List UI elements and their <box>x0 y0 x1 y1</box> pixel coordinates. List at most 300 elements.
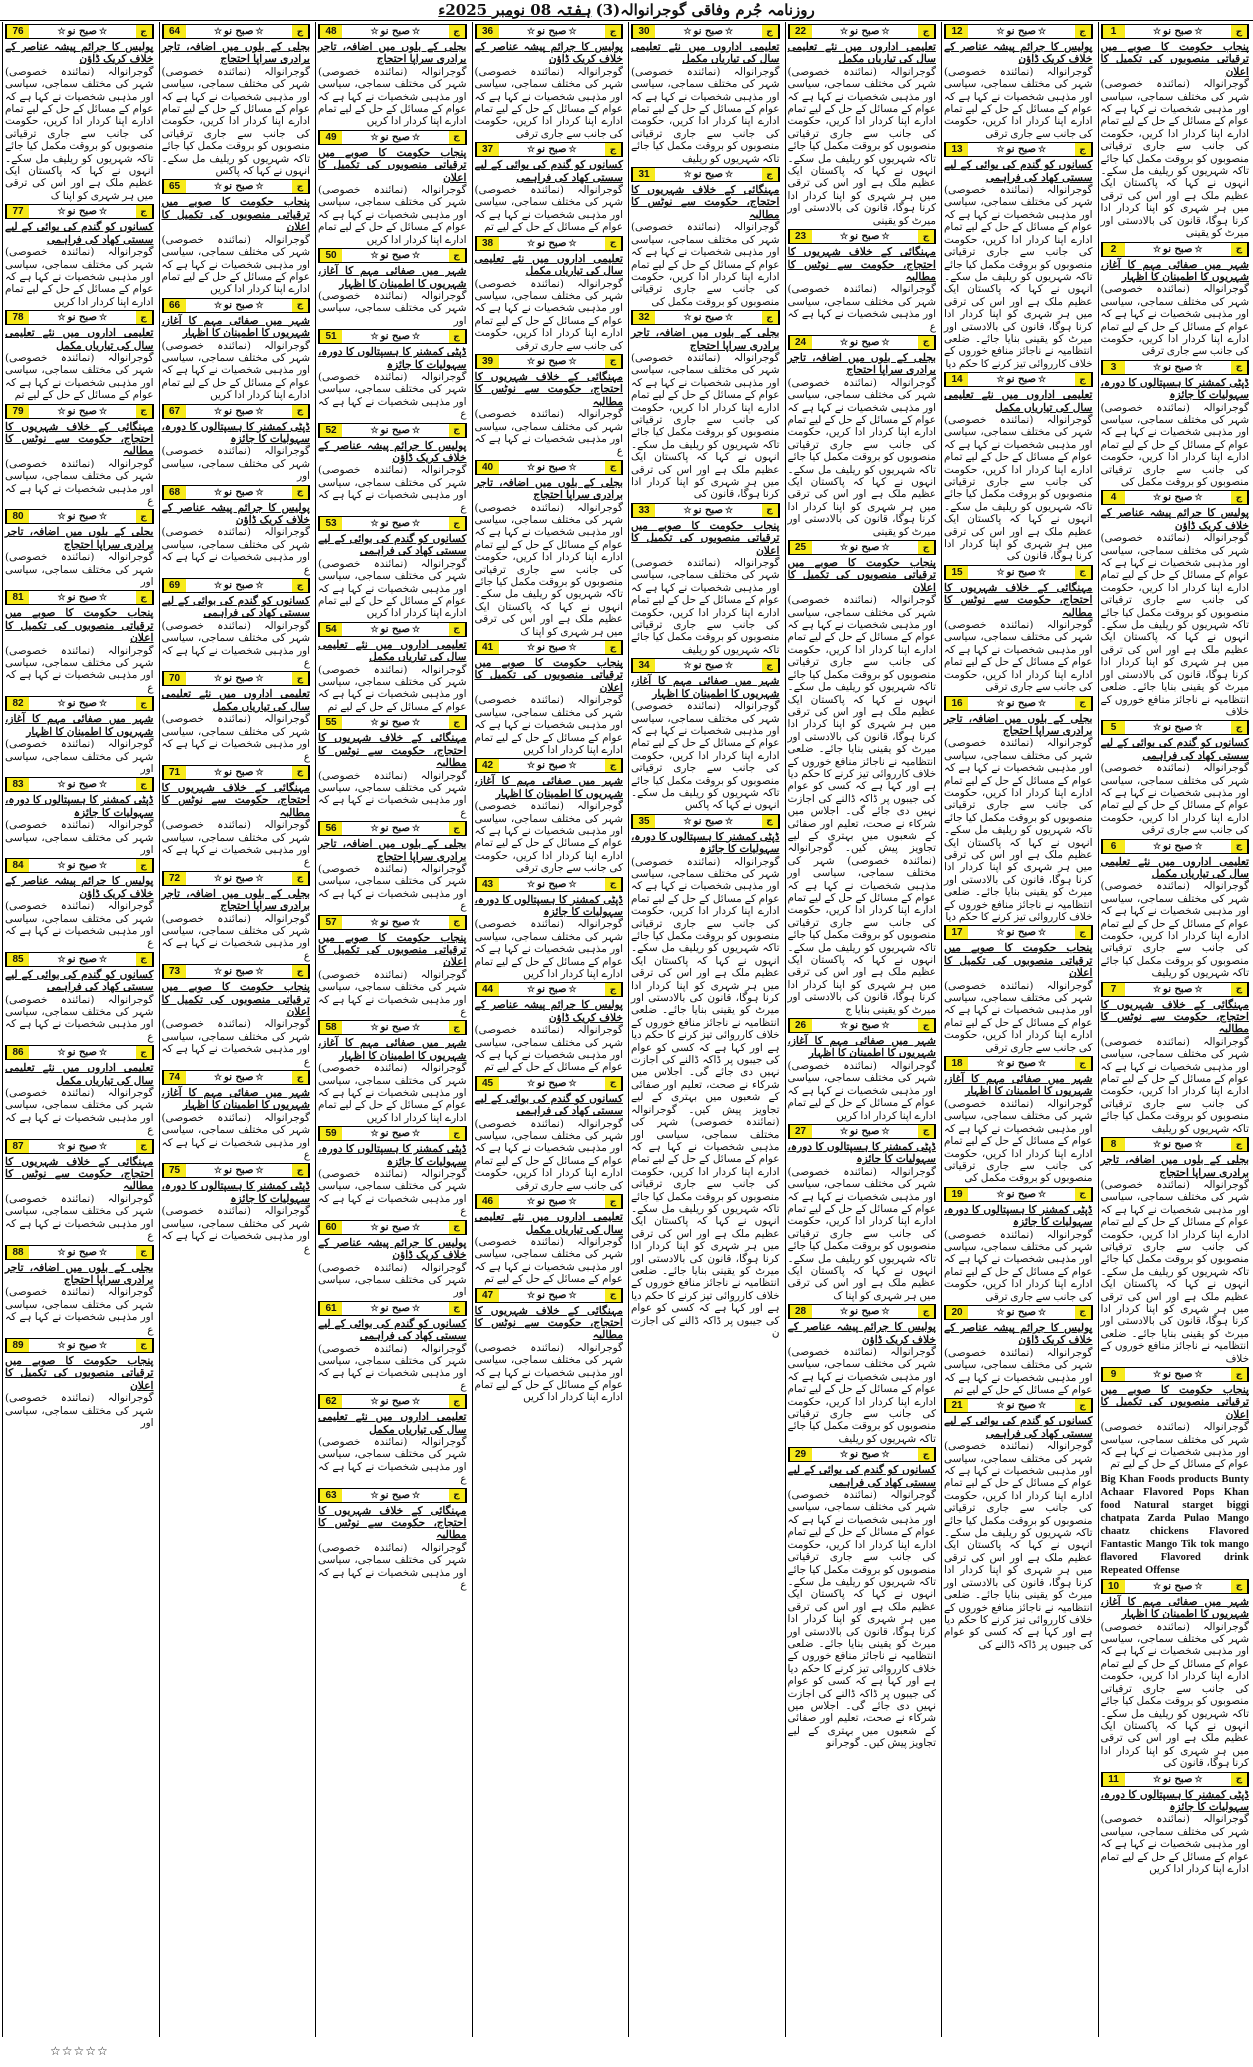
news-item-header <box>162 1163 311 1178</box>
news-item-header <box>944 565 1093 580</box>
item-tag <box>968 1058 1075 1069</box>
item-tag-label: صبح نو <box>1163 361 1193 373</box>
star-icon: ☆ <box>213 674 223 685</box>
star-icon: ☆ <box>411 425 421 436</box>
item-number: 1 <box>1102 25 1125 38</box>
news-item-header <box>318 423 467 438</box>
news-text: گوجرانوالہ (نمائندہ خصوصی) شہر کی مختلف سماجی، سیاسی اور <box>5 551 154 589</box>
item-number: 50 <box>319 249 342 262</box>
item-badge: ج <box>136 1339 153 1352</box>
star-icon: ☆ <box>411 1222 421 1233</box>
star-icon: ☆ <box>411 1129 421 1140</box>
news-item <box>788 1304 937 1445</box>
news-headline: بجلی کے بلوں میں اضافہ، تاجر برادری سراپا احتجاج <box>318 41 467 66</box>
item-badge: ج <box>918 1448 935 1461</box>
star-icon: ☆ <box>57 1048 66 1059</box>
star-icon: ☆ <box>568 356 577 367</box>
item-tag-label: صبح نو <box>1163 1139 1193 1151</box>
item-number: 19 <box>945 1188 968 1201</box>
news-item <box>475 877 624 981</box>
news-body <box>944 942 1093 1054</box>
news-body <box>318 265 467 327</box>
news-body <box>5 794 154 856</box>
news-item-header <box>631 503 780 518</box>
news-body <box>475 477 624 638</box>
item-tag <box>812 1449 919 1460</box>
item-tag <box>29 954 136 965</box>
item-badge: ج <box>449 1302 466 1315</box>
news-item-header <box>162 765 311 780</box>
news-headline: پنجاب حکومت کا صوبے میں ترقیاتی منصوبوں کی تکمیل کا اعلان <box>318 931 467 969</box>
item-number: 72 <box>163 872 186 885</box>
news-body <box>475 1093 624 1192</box>
item-tag-label: صبح نو <box>380 823 410 835</box>
news-body <box>318 639 467 713</box>
item-number: 18 <box>945 1057 968 1070</box>
star-icon: ☆ <box>683 661 692 672</box>
news-headline: کسانوں کو گندم کی بوائی کے لیے سستی کھاد کی فراہمی <box>161 595 310 620</box>
news-item-header <box>1101 720 1250 735</box>
news-column <box>628 22 782 2037</box>
news-headline: ڈپٹی کمشنر کا ہسپتالوں کا دورہ، سہولیات کا جائزہ <box>161 420 310 445</box>
star-icon: ☆ <box>411 251 421 262</box>
news-item <box>318 622 467 713</box>
news-body <box>944 1073 1093 1185</box>
news-item <box>944 372 1093 563</box>
news-headline: ڈپٹی کمشنر کا ہسپتالوں کا دورہ، سہولیات کا جائزہ <box>1100 376 1249 402</box>
item-tag <box>342 132 449 143</box>
news-body <box>162 1180 311 1254</box>
news-body <box>318 440 467 514</box>
news-text: گوجرانوالہ (نمائندہ خصوصی) شہر کی مختلف سماجی، سیاسی اور مذہبی شخصیات نے کہا ہے کہ ع <box>318 464 467 514</box>
item-tag-label: صبح نو <box>1006 927 1036 939</box>
news-body <box>318 1237 467 1299</box>
news-text: گوجرانوالہ (نمائندہ خصوصی) شہر کی مختلف سماجی، سیاسی اور مذہبی شخصیات نے کہا ہے کہ عوام کے مسائل کے حل کے لیے تمام ادارے اپنا کردار ادا کریں، حکومت کی جانب سے جاری ترقی <box>1100 762 1249 837</box>
star-icon: ☆ <box>98 1048 108 1059</box>
item-tag-label: صبح نو <box>224 766 254 778</box>
item-tag <box>186 767 293 778</box>
news-item-header <box>944 1187 1093 1202</box>
star-icon: ☆ <box>839 1126 849 1137</box>
star-icon: ☆ <box>57 780 66 791</box>
item-tag <box>655 169 762 180</box>
item-tag-label: صبح نو <box>1163 26 1193 37</box>
news-item <box>788 24 937 227</box>
item-number: 63 <box>319 1489 342 1502</box>
item-number: 80 <box>6 510 29 523</box>
news-text: گوجرانوالہ (نمائندہ خصوصی) شہر کی مختلف سماجی، سیاسی اور مذہبی شخصیات نے کہا ہے کہ ع <box>5 644 154 694</box>
item-badge: ج <box>449 1127 466 1140</box>
news-text: گوجرانوالہ (نمائندہ خصوصی) شہر کی مختلف سماجی، سیاسی اور مذہبی شخصیات نے کہا ہے کہ عوام کے مسائل کے حل کے لیے تمام ادارے اپنا کردار ادا کریں <box>474 918 623 980</box>
item-badge: ج <box>1231 243 1248 256</box>
star-icon: ☆ <box>1037 928 1047 939</box>
news-item-header <box>5 858 154 873</box>
news-text: گوجرانوالہ (نمائندہ خصوصی) شہر کی مختلف سماجی، سیاسی اور مذہبی شخصیات نے کہا ہے کہ عوام کے مسائل کے حل کے لیے تمام ادارے اپنا کردار ادا کریں، حکومت کی جانب سے جاری ترقی <box>474 277 623 352</box>
item-tag-label: صبح نو <box>67 206 97 218</box>
item-number: 82 <box>6 697 29 710</box>
item-badge: ج <box>1231 1773 1248 1786</box>
item-number: 10 <box>1102 1580 1125 1593</box>
news-text: گوجرانوالہ (نمائندہ خصوصی) شہر کی مختلف سماجی، سیاسی اور مذہبی شخصیات نے کہا ہے کہ عوام کے مسائل کے حل کے لیے تمام ادارے اپنا کردار ادا کریں، حکومت کی جانب سے جاری ترقیاتی منصوبوں کو بروقت مکمل کیا جائے تاکہ شہریوں کو ریلیف مل سکے۔ انہوں نے کہا کہ پاکستان ایک عظیم ملک ہے اور اس کی ترقی میں ہر شہری کو اپنا کردار ادا کرنا ہوگا، قانون کی بالادستی اور میرٹ کو یقینی بنایا جائے۔ ضلعی انتظامیہ نے ناجائز منافع خوروں کے خلاف <box>1100 1178 1249 1365</box>
star-icon: ☆ <box>213 581 223 592</box>
item-badge: ج <box>605 759 622 772</box>
news-headline: تعلیمی اداروں میں نئے تعلیمی سال کی تیاریاں مکمل <box>474 252 623 278</box>
star-icon: ☆ <box>526 1197 536 1208</box>
news-item-header <box>318 1020 467 1035</box>
item-number: 4 <box>1102 491 1125 504</box>
news-body <box>944 159 1093 370</box>
item-tag-label: صبح نو <box>1163 492 1193 504</box>
news-item-header <box>5 1139 154 1154</box>
news-item-header <box>788 1447 937 1462</box>
news-headline: پولیس کا جرائم پیشہ عناصر کے خلاف کریک ڈاؤن <box>474 999 623 1024</box>
item-number: 60 <box>319 1221 342 1234</box>
news-item <box>475 24 624 140</box>
news-item <box>944 1056 1093 1185</box>
news-body <box>475 999 624 1073</box>
star-icon: ☆ <box>411 1023 421 1034</box>
item-number: 32 <box>632 311 655 324</box>
news-columns <box>2 22 1251 2037</box>
news-headline: پولیس کا جرائم پیشہ عناصر کے خلاف کریک ڈاؤن <box>944 1321 1093 1347</box>
news-item <box>631 167 780 308</box>
news-body <box>162 688 311 762</box>
star-icon: ☆ <box>724 170 734 181</box>
item-number: 11 <box>1102 1773 1125 1786</box>
item-tag <box>812 1020 919 1031</box>
item-badge: ج <box>136 205 153 218</box>
news-item <box>318 1394 467 1485</box>
item-tag-label: صبح نو <box>693 660 723 672</box>
star-icon: ☆ <box>1194 1774 1203 1785</box>
item-tag-label: صبح نو <box>67 511 97 523</box>
item-tag-label: صبح نو <box>1006 1306 1036 1318</box>
item-tag <box>186 673 293 684</box>
star-icon: ☆ <box>370 425 379 436</box>
news-item-header <box>5 1045 154 1060</box>
item-badge: ج <box>762 659 779 672</box>
news-headline: پولیس کا جرائم پیشہ عناصر کے خلاف کریک ڈاؤن <box>1100 507 1249 532</box>
news-body <box>788 1321 937 1445</box>
item-badge: ج <box>292 405 309 418</box>
item-badge: ج <box>605 983 622 996</box>
news-item <box>162 404 311 483</box>
news-item <box>5 404 154 508</box>
news-text: گوجرانوالہ (نمائندہ خصوصی) شہر کی مختلف سماجی، سیاسی اور مذہبی شخصیات نے کہا ہے کہ ع <box>5 993 154 1043</box>
news-item-header <box>5 24 154 39</box>
item-tag-label: صبح نو <box>224 181 254 193</box>
star-icon: ☆ <box>1037 1401 1047 1412</box>
news-text: گوجرانوالہ (نمائندہ خصوصی) شہر کی مختلف سماجی، سیاسی اور مذہبی شخصیات نے کہا ہے کہ عوام کے مسائل کے حل کے لیے تمام ادارے اپنا کردار ادا کریں <box>318 557 467 620</box>
item-number: 15 <box>945 566 968 579</box>
news-headline: مہنگائی کے خلاف شہریوں کا احتجاج، حکومت سے نوٹس کا مطالبہ <box>1100 998 1249 1036</box>
item-number: 34 <box>632 659 655 672</box>
item-tag <box>968 567 1075 578</box>
item-number: 87 <box>6 1140 29 1153</box>
star-icon: ☆ <box>370 132 379 143</box>
news-item <box>318 915 467 1019</box>
news-headline: تعلیمی اداروں میں نئے تعلیمی سال کی تیاریاں مکمل <box>787 41 936 66</box>
item-badge: ج <box>449 131 466 144</box>
news-item <box>318 1488 467 1592</box>
star-icon: ☆ <box>213 487 223 498</box>
star-icon: ☆ <box>568 879 577 890</box>
news-item-header <box>944 925 1093 940</box>
news-text: گوجرانوالہ (نمائندہ خصوصی) شہر کی مختلف سماجی، سیاسی اور مذہبی شخصیات نے کہا ہے کہ ع <box>161 526 310 576</box>
news-text: گوجرانوالہ (نمائندہ خصوصی) شہر کی مختلف سماجی، سیاسی اور مذہبی شخصیات نے کہا ہے کہ عوام کے مسائل کے حل کے لیے تمام ادارے اپنا کردار ادا کریں، حکومت کی جانب سے جاری ترقیاتی منصوبوں کو بروقت مکمل کیا جائے تاکہ شہریوں کو ریلیف <box>631 65 780 165</box>
news-text: گوجرانوالہ (نمائندہ خصوصی) شہر کی مختلف سماجی، سیاسی اور <box>161 445 310 483</box>
item-badge: ج <box>605 143 622 156</box>
news-item-header <box>475 142 624 157</box>
star-icon: ☆ <box>683 170 692 181</box>
star-icon: ☆ <box>839 1450 849 1461</box>
item-number: 26 <box>789 1019 812 1032</box>
star-icon: ☆ <box>839 337 849 348</box>
news-item-header <box>318 1220 467 1235</box>
star-icon: ☆ <box>255 873 264 884</box>
news-headline: پنجاب حکومت کا صوبے میں ترقیاتی منصوبوں کی تکمیل کا اعلان <box>161 981 310 1018</box>
star-icon: ☆ <box>411 519 421 529</box>
star-icon: ☆ <box>1152 1581 1162 1592</box>
news-body <box>5 713 154 775</box>
news-item-header <box>162 578 311 593</box>
news-body <box>631 831 780 1340</box>
item-badge: ج <box>1231 1138 1248 1151</box>
star-icon: ☆ <box>996 698 1005 709</box>
news-text: گوجرانوالہ (نمائندہ خصوصی) شہر کی مختلف سماجی، سیاسی اور مذہبی شخصیات نے کہا ہے کہ ع <box>5 900 154 950</box>
star-icon: ☆ <box>568 1078 577 1089</box>
item-tag <box>1125 1581 1232 1592</box>
news-headline: تعلیمی اداروں میں نئے تعلیمی سال کی تیاریاں مکمل <box>5 1062 154 1087</box>
item-tag <box>1125 1369 1232 1380</box>
news-item <box>318 248 467 327</box>
news-body <box>5 1355 154 1429</box>
news-column <box>472 22 626 2037</box>
item-badge: ج <box>292 25 309 38</box>
news-item-header <box>631 310 780 325</box>
news-body <box>318 732 467 819</box>
news-item-header <box>944 696 1093 711</box>
item-tag <box>968 144 1075 155</box>
star-icon: ☆ <box>568 985 577 996</box>
news-body <box>631 41 780 165</box>
news-text: گوجرانوالہ (نمائندہ خصوصی) شہر کی مختلف سماجی، سیاسی اور مذہبی شخصیات نے کہا ہے کہ عوام کے مسائل کے حل کے لیے تم <box>1100 1421 1249 1471</box>
news-text: گوجرانوالہ (نمائندہ خصوصی) شہر کی مختلف سماجی، سیاسی اور مذہبی شخصیات نے کہا ہے کہ عوام کے مسائل کے حل کے لیے تمام ادارے اپنا کردار ادا کریں، حکومت کی جانب سے جاری ترقیاتی منصوبوں کو بروقت مکمل کیا جائے تاکہ شہریوں کو ریلیف <box>787 1346 936 1445</box>
news-headline: تعلیمی اداروں میں نئے تعلیمی سال کی تیاریاں مکمل <box>631 41 780 66</box>
news-headline: پولیس کا جرائم پیشہ عناصر کے خلاف کریک ڈاؤن <box>318 1236 467 1262</box>
news-item <box>631 24 780 165</box>
star-icon: ☆ <box>213 873 223 884</box>
item-tag <box>499 760 606 771</box>
item-badge: ج <box>605 878 622 891</box>
news-item-header <box>475 460 624 475</box>
item-badge: ج <box>1075 373 1092 386</box>
news-body <box>5 607 154 694</box>
star-icon: ☆ <box>57 954 66 965</box>
item-number: 71 <box>163 766 186 779</box>
news-headline: بجلی کے بلوں میں اضافہ، تاجر برادری سراپا احتجاج <box>787 351 936 377</box>
news-headline: مہنگائی کے خلاف شہریوں کا احتجاج، حکومت سے نوٹس کا مطالبہ <box>318 1504 467 1542</box>
item-number: 89 <box>6 1339 29 1352</box>
star-icon: ☆ <box>996 1059 1005 1070</box>
news-column <box>315 22 469 2037</box>
news-headline: مہنگائی کے خلاف شہریوں کا احتجاج، حکومت سے نوٹس کا مطالبہ <box>5 1155 154 1193</box>
item-badge: ج <box>918 336 935 349</box>
news-item <box>318 130 467 246</box>
news-text: گوجرانوالہ (نمائندہ خصوصی) شہر کی مختلف سماجی، سیاسی اور مذہبی شخصیات نے کہا ہے کہ عوام کے مسائل کے حل کے لیے تمام ادارے اپنا کردار ادا کریں <box>318 1062 467 1124</box>
news-body <box>162 1087 311 1161</box>
item-tag <box>342 250 449 261</box>
news-headline: مہنگائی کے خلاف شہریوں کا احتجاج، حکومت سے نوٹس کا مطالبہ <box>944 581 1093 619</box>
item-number: 31 <box>632 168 655 181</box>
star-icon: ☆ <box>568 462 577 473</box>
star-icon: ☆ <box>1037 698 1047 709</box>
news-body <box>944 1322 1093 1396</box>
item-tag <box>655 26 762 37</box>
star-icon: ☆ <box>1037 567 1047 578</box>
star-icon: ☆ <box>683 313 692 324</box>
news-item-header <box>631 24 780 39</box>
news-headline: کسانوں کو گندم کی بوائی کے لیے سستی کھاد کی فراہمی <box>787 1464 936 1489</box>
news-item <box>162 298 311 402</box>
item-tag-label: صبح نو <box>850 231 880 243</box>
star-icon: ☆ <box>213 767 223 778</box>
item-badge: ج <box>449 1489 466 1502</box>
news-text: گوجرانوالہ (نمائندہ خصوصی) شہر کی مختلف سماجی، سیاسی اور مذہبی شخصیات نے کہا ہے کہ ع <box>161 819 310 869</box>
star-icon: ☆ <box>568 27 577 37</box>
news-body <box>5 875 154 949</box>
news-text: گوجرانوالہ (نمائندہ خصوصی) شہر کی مختلف سماجی، سیاسی اور مذہبی شخصیات نے کہا ہے کہ ع <box>161 912 310 962</box>
news-text: گوجرانوالہ (نمائندہ خصوصی) شہر کی مختلف سماجی، سیاسی اور مذہبی شخصیات نے کہا ہے کہ عوام کے مسائل کے حل کے لیے تمام ادارے اپنا کردار ادا کریں، حکومت کی جانب سے جاری ترقی <box>474 65 623 140</box>
star-icon: ☆ <box>526 879 536 890</box>
item-tag <box>968 698 1075 709</box>
item-tag-label: صبح نو <box>850 542 880 554</box>
item-badge: ج <box>449 517 466 530</box>
news-item-header <box>162 485 311 500</box>
item-tag-label: صبح نو <box>693 504 723 516</box>
star-icon: ☆ <box>526 1078 536 1089</box>
news-item <box>475 354 624 458</box>
news-text: گوجرانوالہ (نمائندہ خصوصی) شہر کی مختلف سماجی، سیاسی اور مذہبی شخصیات نے کہا ہے کہ ع <box>318 1342 467 1392</box>
item-tag <box>499 984 606 995</box>
item-tag <box>655 505 762 516</box>
news-body <box>5 221 154 308</box>
news-text: گوجرانوالہ (نمائندہ خصوصی) شہر کی مختلف سماجی، سیاسی اور مذہبی شخصیات نے کہا ہے کہ عوام کے مسائل کے حل کے لیے تمام ادارے اپنا کردار ادا کریں، حکومت کی جانب سے جاری ترقیاتی منصوبوں کو بروقت مکمل کیا جائے تاکہ شہریوں کو ریلیف مل سکے۔ انہوں نے کہا کہ پاکستان ایک عظیم ملک ہے اور اس کی ترقی میں ہر شہری کو اپنا کردار ادا کرنا ہوگا، قانون کی بالادستی اور میرٹ کو یقینی بنایا جائے۔ ضلعی انتظامیہ نے ناجائز منافع خوروں کے خلاف کارروائی تیز کرنے کا حکم دیا ہے اور کہا ہے کہ کسی کو عوام کی جیبوں پر ڈاکہ ڈالنے کی اجازت نہیں دی جائے گی۔ اجلاس میں شرکاء نے صحت، تعلیم اور صفائی کے شعبوں میں بہتری کے لیے تجاویز پیش کیں۔ گوجرانوالہ (نمائندہ خصوصی) شہر کی مختلف سماجی، سیاسی اور مذہبی شخصیات نے کہا ہے کہ عوام کے مسائل کے حل کے لیے تمام ادارے اپنا کردار ادا کریں، حکومت کی جانب سے جاری ترقیاتی منصوبوں کو بروقت مکمل کیا جائے تاکہ شہریوں کو ریلیف مل سکے۔ انہوں نے کہا کہ پاکستان ایک عظیم ملک ہے اور اس کی ترقی میں ہر شہری کو اپنا کردار ادا کرنا ہوگا، قانون کی بالادستی اور میرٹ کو یقینی بنایا ج <box>787 594 936 1016</box>
news-column <box>1098 22 1252 2037</box>
news-text: گوجرانوالہ (نمائندہ خصوصی) شہر کی مختلف سماجی، سیاسی اور مذہبی شخصیات نے کہا ہے کہ ع <box>5 1192 154 1243</box>
news-item <box>5 1245 154 1336</box>
item-number: 22 <box>789 25 812 38</box>
item-tag <box>342 717 449 728</box>
item-tag <box>29 1247 136 1258</box>
news-item <box>1101 360 1250 489</box>
news-item <box>318 329 467 420</box>
item-tag <box>499 1196 606 1207</box>
star-icon: ☆ <box>1037 145 1047 156</box>
star-icon: ☆ <box>411 332 421 343</box>
news-item-header <box>1101 360 1250 375</box>
star-icon: ☆ <box>213 300 223 311</box>
star-icon: ☆ <box>724 505 734 516</box>
star-icon: ☆ <box>1194 984 1203 995</box>
item-tag <box>968 1307 1075 1318</box>
news-headline: کسانوں کو گندم کی بوائی کے لیے سستی کھاد کی فراہمی <box>5 221 154 246</box>
item-tag-label: صبح نو <box>1006 1058 1036 1070</box>
news-text: گوجرانوالہ (نمائندہ خصوصی) شہر کی مختلف سماجی، سیاسی اور مذہبی شخصیات نے کہا ہے کہ ع <box>318 968 467 1018</box>
news-item-header <box>318 1488 467 1503</box>
news-headline: پنجاب حکومت کا صوبے میں ترقیاتی منصوبوں کی تکمیل کا اعلان <box>1100 1384 1249 1421</box>
news-item-header <box>788 540 937 555</box>
star-icon: ☆ <box>98 406 108 417</box>
news-item <box>162 179 311 295</box>
news-text: گوجرانوالہ (نمائندہ خصوصی) شہر کی مختلف سماجی، سیاسی اور مذہبی شخصیات نے کہا ہے کہ ع <box>161 713 310 763</box>
news-item-header <box>318 915 467 930</box>
news-headline: شہر میں صفائی مہم کا آغاز، شہریوں کا اطمینان کا اظہار <box>161 314 310 340</box>
item-number: 5 <box>1102 721 1125 734</box>
star-icon: ☆ <box>568 1290 577 1301</box>
news-body <box>318 1318 467 1392</box>
item-tag-label: صبح نو <box>380 131 410 143</box>
news-item <box>318 1220 467 1299</box>
news-item <box>475 236 624 352</box>
star-icon: ☆ <box>370 1129 379 1140</box>
item-tag <box>342 1128 449 1139</box>
item-tag <box>968 374 1075 385</box>
news-text: گوجرانوالہ (نمائندہ خصوصی) شہر کی مختلف سماجی، سیاسی اور مذہبی شخصیات نے کہا ہے کہ عوام کے مسائل کے حل کے لیے تم <box>318 663 467 713</box>
item-tag-label: صبح نو <box>67 405 97 417</box>
star-icon: ☆ <box>839 1021 849 1032</box>
star-icon: ☆ <box>526 356 536 367</box>
news-text: گوجرانوالہ (نمائندہ خصوصی) شہر کی مختلف سماجی، سیاسی اور مذہبی شخصیات نے کہا ہے کہ عوام کے مسائل کے حل کے لیے تمام ادارے اپنا کردار ادا کریں، حکومت کی جانب سے جاری ترقیاتی منصوبوں کو بروقت مکمل کیا جائے تاکہ شہریوں کو ریلیف مل سکے۔ انہوں نے کہا کہ پاکستان ایک عظیم ملک ہے اور اس کی ترقی میں ہر شہری کو اپنا کردار ادا کرنا ہوگا، قانون کی بالادستی اور میرٹ کو یقینی بنایا جائے۔ ضلعی انتظامیہ نے ناجائز منافع خوروں کے خلاف کارروائی تیز کرنے کا حکم دیا <box>944 184 1093 370</box>
star-icon: ☆ <box>57 207 66 218</box>
item-badge: ج <box>292 299 309 312</box>
star-icon: ☆ <box>370 332 379 343</box>
news-item-header <box>5 590 154 605</box>
news-text: گوجرانوالہ (نمائندہ خصوصی) شہر کی مختلف سماجی، سیاسی اور <box>5 1392 154 1429</box>
news-headline: ڈپٹی کمشنر کا ہسپتالوں کا دورہ، سہولیات کا جائزہ <box>318 1143 467 1168</box>
news-text: گوجرانوالہ (نمائندہ خصوصی) شہر کی مختلف سماجی، سیاسی اور مذہبی شخصیات نے کہا ہے کہ عوام کے مسائل کے حل کے لیے تمام ادارے اپنا کردار ادا کریں، حکومت کی جانب سے جاری ترقیاتی منصوبوں کو بروقت مکمل کیا جائے تاکہ شہریوں کو ریلیف مل سکے۔ انہوں نے کہا کہ پاکستان ایک عظیم ملک ہے اور اس کی ترقی میں ہر شہری کو اپنا کردار ادا کرنا ہوگا، قانون کی بالادستی اور میرٹ کو یقینی بنایا جائے۔ ضلعی انتظامیہ نے ناجائز منافع خوروں کے خلاف کارروائی تیز کرنے کا حکم دیا <box>944 737 1093 923</box>
item-tag-label: صبح نو <box>67 1246 97 1258</box>
news-body <box>475 775 624 874</box>
news-item <box>318 715 467 819</box>
item-badge: ج <box>449 249 466 262</box>
item-tag-label: صبح نو <box>380 331 410 343</box>
news-text: گوجرانوالہ (نمائندہ خصوصی) شہر کی مختلف سماجی، سیاسی اور مذہبی شخصیات نے کہا ہے کہ عوام کے مسائل کے حل کے لیے تمام ادارے اپنا کردار ادا کریں، حکومت کی جانب سے جاری ترقی <box>944 1228 1093 1303</box>
star-icon: ☆ <box>568 238 577 249</box>
news-text: گوجرانوالہ (نمائندہ خصوصی) شہر کی مختلف سماجی، سیاسی اور مذہبی شخصیات نے کہا ہے کہ عوام کے مسائل کے حل کے لیے تم <box>474 1024 623 1074</box>
star-icon: ☆ <box>255 581 264 592</box>
item-number: 70 <box>163 672 186 685</box>
star-icon: ☆ <box>1037 27 1047 37</box>
star-icon: ☆ <box>526 145 536 156</box>
news-body <box>5 1156 154 1243</box>
star-icon: ☆ <box>370 27 379 37</box>
news-headline: پولیس کا جرائم پیشہ عناصر کے خلاف کریک ڈاؤن <box>944 41 1093 66</box>
item-badge: ج <box>762 815 779 828</box>
news-body <box>475 41 624 140</box>
item-tag-label: صبح نو <box>537 355 567 367</box>
news-text: گوجرانوالہ (نمائندہ خصوصی) شہر کی مختلف سماجی، سیاسی اور مذہبی شخصیات نے کہا ہے کہ عوام کے مسائل کے حل کے لیے تم <box>5 351 154 402</box>
news-body <box>788 1464 937 1749</box>
news-text: گوجرانوالہ (نمائندہ خصوصی) شہر کی مختلف سماجی، سیاسی اور <box>318 289 467 327</box>
item-tag-label: صبح نو <box>850 1306 880 1318</box>
news-body <box>162 502 311 576</box>
news-text: گوجرانوالہ (نمائندہ خصوصی) شہر کی مختلف سماجی، سیاسی اور مذہبی شخصیات نے کہا ہے کہ عوام کے مسائل کے حل کے لیے تمام ادارے اپنا کردار ادا کریں، حکومت کی جانب سے جاری ترقیاتی منصوبوں کو بروقت مکمل کیا جائے تاکہ شہریوں کو ریلیف مل سکے۔ انہوں نے کہا کہ پاکستان ایک عظیم ملک ہے اور اس کی ترقی میں ہر شہری کو اپنا کردار ادا کرنا ہوگا، قانون کی بالادستی اور میرٹ کو یقینی <box>787 65 936 227</box>
news-text: گوجرانوالہ (نمائندہ خصوصی) شہر کی مختلف سماجی، سیاسی اور مذہبی شخصیات نے کہا ہے کہ ع <box>474 408 623 458</box>
news-item <box>788 540 937 1016</box>
news-text: گوجرانوالہ (نمائندہ خصوصی) شہر کی مختلف سماجی، سیاسی اور مذہبی شخصیات نے کہا ہے کہ ع <box>318 1168 467 1218</box>
news-item-header <box>5 696 154 711</box>
